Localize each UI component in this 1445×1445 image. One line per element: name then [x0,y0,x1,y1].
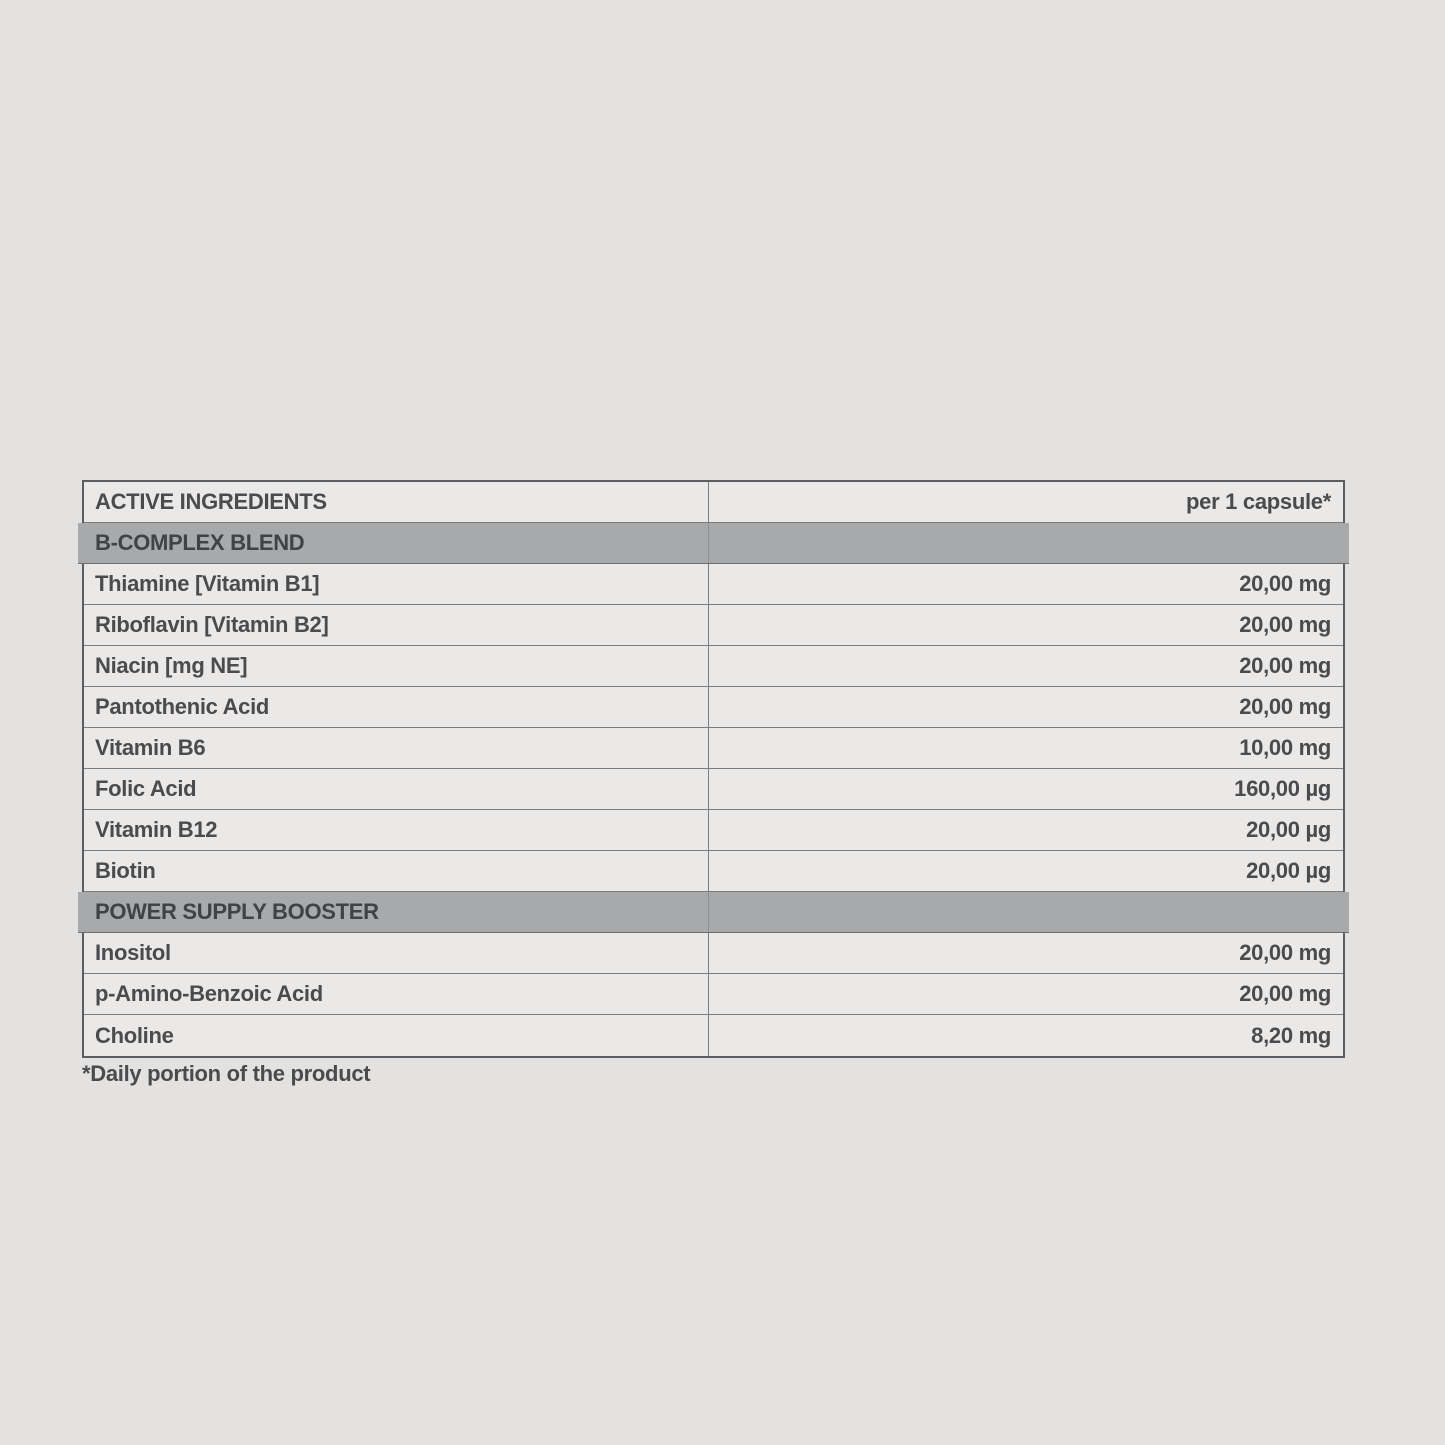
ingredient-amount: 20,00 µg [1246,817,1331,842]
ingredient-name: Pantothenic Acid [84,687,709,727]
section-empty-cell [709,523,1349,563]
ingredient-name: Folic Acid [84,769,709,809]
table-row-vitamin-b12 [84,810,1343,851]
ingredient-name: Niacin [mg NE] [84,646,709,686]
footnote: *Daily portion of the product [82,1061,371,1086]
ingredient-amount: 20,00 mg [1239,940,1331,965]
ingredient-name: Inositol [84,933,709,973]
ingredient-name: Thiamine [Vitamin B1] [84,564,709,604]
ingredient-name: Biotin [84,851,709,891]
table-row-vitamin-b6 [84,728,1343,769]
section-title: B-COMPLEX BLEND [78,523,709,563]
ingredient-name: p-Amino-Benzoic Acid [84,974,709,1014]
ingredient-amount: 20,00 mg [1239,653,1331,678]
ingredient-amount: 8,20 mg [1251,1022,1331,1048]
ingredient-amount: 20,00 mg [1239,571,1331,596]
ingredient-amount: 10,00 mg [1239,735,1331,760]
section-header-power-supply-booster [78,892,1349,933]
table-row-riboflavin [84,605,1343,646]
ingredient-name: Riboflavin [Vitamin B2] [84,605,709,645]
ingredient-name: Choline [84,1015,709,1056]
table-header-row [84,482,1343,523]
table-row-p-amino-benzoic-acid [84,974,1343,1015]
table-row-folic-acid [84,769,1343,810]
ingredient-name: Vitamin B6 [84,728,709,768]
column-header-active-ingredients: ACTIVE INGREDIENTS [84,482,709,522]
column-header-per-capsule: per 1 capsule* [1186,489,1331,514]
section-title: POWER SUPPLY BOOSTER [78,892,709,932]
table-row-inositol [84,933,1343,974]
ingredient-name: Vitamin B12 [84,810,709,850]
ingredient-amount: 20,00 mg [1239,612,1331,637]
table-row-pantothenic-acid [84,687,1343,728]
table-row-biotin [84,851,1343,892]
table-row-niacin [84,646,1343,687]
ingredient-amount: 160,00 µg [1234,776,1331,801]
section-header-b-complex [78,523,1349,564]
table-row-thiamine [84,564,1343,605]
ingredient-amount: 20,00 mg [1239,694,1331,719]
ingredient-amount: 20,00 mg [1239,981,1331,1006]
supplement-facts-table [82,480,1345,1058]
table-row-choline [84,1015,1343,1056]
section-empty-cell [709,892,1349,932]
ingredient-amount: 20,00 µg [1246,858,1331,883]
